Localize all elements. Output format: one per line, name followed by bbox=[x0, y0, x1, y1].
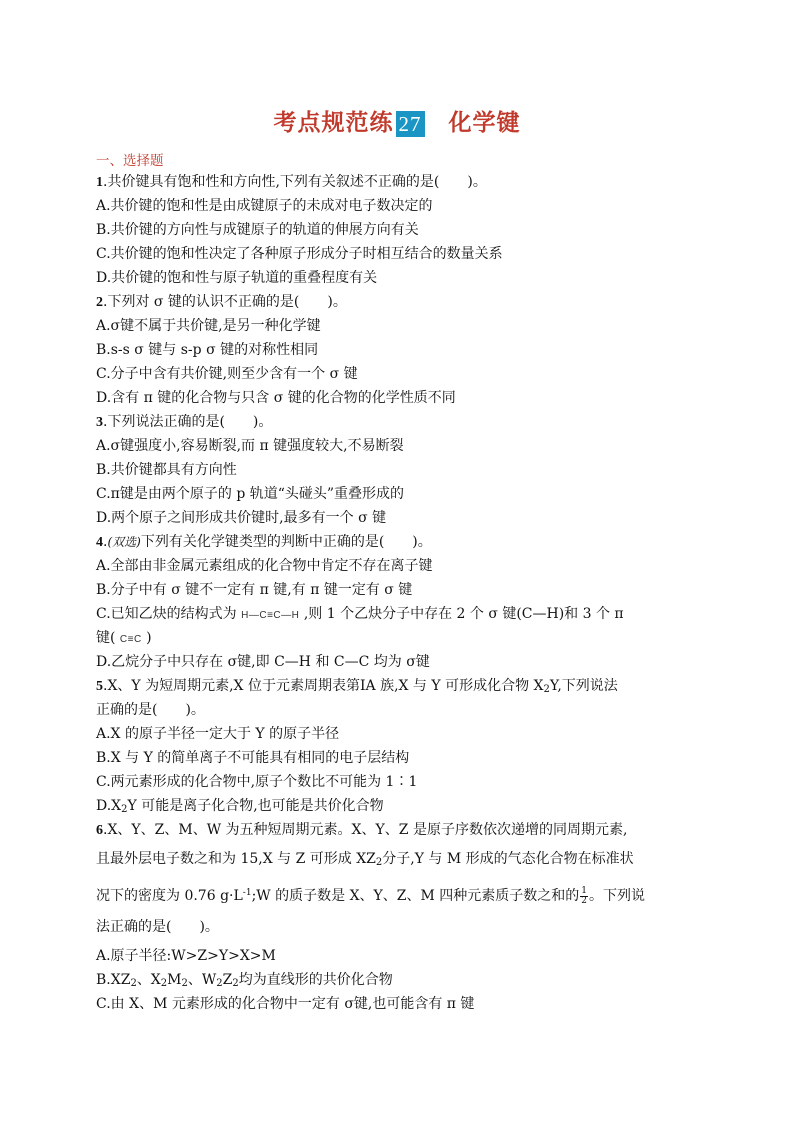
question-6-option-a: A.原子半径:W>Z>Y>X>M bbox=[96, 948, 276, 964]
question-1-stem: 1.共价键具有饱和性和方向性,下列有关叙述不正确的是( )。 bbox=[96, 174, 487, 190]
question-2-option-d: D.含有 π 键的化合物与只含 σ 键的化合物的化学性质不同 bbox=[96, 390, 456, 406]
question-6-stem-line3: 况下的密度为 0.76 $g\cdot L^{-1};W$ 的质子数是 X、Y、Z、M 四种元素质子数之和的 $\frac{1}{2}$ 。下列说 bbox=[96, 885, 646, 906]
question-3-option-a: A.σ键强度小,容易断裂,而 π 键强度较大,不易断裂 bbox=[96, 438, 404, 454]
fraction-one-half: $\frac{1}{2}$ bbox=[581, 885, 588, 906]
question-2-option-a: A.σ键不属于共价键,是另一种化学键 bbox=[96, 318, 321, 334]
question-4-option-a: A.全部由非金属元素组成的化合物中肯定不存在离子键 bbox=[96, 558, 433, 574]
triple-bond-formula: C≡C bbox=[119, 634, 142, 645]
title-topic: 化学键 bbox=[448, 110, 521, 136]
question-5-stem: 5.X、Y 为短周期元素,X 位于元素周期表第ⅠA 族,X 与 Y 可形成化合物 $X_2Y$,下列说法 bbox=[96, 678, 618, 695]
question-1-option-d: D.共价键的饱和性与原子轨道的重叠程度有关 bbox=[96, 270, 378, 286]
title-prefix: 考点规范练 bbox=[273, 110, 394, 136]
question-3-option-c: C.π键是由两个原子的 p 轨道“头碰头”重叠形成的 bbox=[96, 486, 405, 502]
question-4-stem: 4.(双选)下列有关化学键类型的判断中正确的是( )。 bbox=[96, 534, 432, 550]
question-1-option-b: B.共价键的方向性与成键原子的轨道的伸展方向有关 bbox=[96, 222, 419, 238]
question-1-option-a: A.共价键的饱和性是由成键原子的未成对电子数决定的 bbox=[96, 198, 433, 214]
question-5-option-d: $D.X_2Y$ 可能是离子化合物,也可能是共价化合物 bbox=[96, 798, 384, 815]
question-6-stem-line2: 且最外层电子数之和为 15,X 与 Z 可形成 $XZ_2$分子,Y 与 M 形成的气态化合物在标准状 bbox=[96, 851, 634, 868]
question-4-option-d: D.乙烷分子中只存在 σ键,即 C—H 和 C—C 均为 σ键 bbox=[96, 654, 430, 670]
question-2-stem: 2.下列对 σ 键的认识不正确的是( )。 bbox=[96, 294, 347, 310]
question-5-option-c: C.两元素形成的化合物中,原子个数比不可能为 1∶1 bbox=[96, 774, 418, 790]
section-heading: 一、选择题 bbox=[96, 153, 164, 169]
question-4-option-c: C.已知乙炔的结构式为 H—C≡C—H ,则 1 个乙炔分子中存在 2 个 σ 键(C—H)和 3 个 π bbox=[96, 606, 624, 622]
question-list bbox=[96, 170, 702, 1016]
question-5-option-b: B.X 与 Y 的简单离子不可能具有相同的电子层结构 bbox=[96, 750, 410, 766]
question-3-option-d: D.两个原子之间形成共价键时,最多有一个 σ 键 bbox=[96, 510, 387, 526]
question-6-stem: 6.X、Y、Z、M、W 为五种短周期元素。X、Y、Z 是原子序数依次递增的同周期元素, bbox=[96, 822, 628, 838]
question-5-option-a: A.X 的原子半径一定大于 Y 的原子半径 bbox=[96, 726, 340, 742]
question-3-stem: 3.下列说法正确的是( )。 bbox=[96, 414, 273, 430]
question-6-option-c: C.由 X、M 元素形成的化合物中一定有 σ键,也可能含有 π 键 bbox=[96, 996, 475, 1012]
question-5-stem-cont: 正确的是( )。 bbox=[96, 702, 205, 718]
question-6-option-b: $B.XZ_2$、$X_2M_2$、$W_2Z_2$均为直线形的共价化合物 bbox=[96, 972, 393, 989]
question-1-option-c: C.共价键的饱和性决定了各种原子形成分子时相互结合的数量关系 bbox=[96, 246, 503, 262]
acetylene-structural-formula: H—C≡C—H bbox=[241, 610, 300, 621]
title-number-badge: 27 bbox=[396, 111, 425, 137]
question-6-stem-line4: 法正确的是( )。 bbox=[96, 919, 219, 935]
question-4-option-b: B.分子中有 σ 键不一定有 π 键,有 π 键一定有 σ 键 bbox=[96, 582, 413, 598]
question-2-option-b: B.s-s σ 键与 s-p σ 键的对称性相同 bbox=[96, 342, 319, 358]
question-3-option-b: B.共价键都具有方向性 bbox=[96, 462, 237, 478]
page-title bbox=[0, 104, 794, 137]
question-2-option-c: C.分子中含有共价键,则至少含有一个 σ 键 bbox=[96, 366, 358, 382]
question-4-option-c-cont: 键( C≡C ) bbox=[96, 630, 152, 646]
